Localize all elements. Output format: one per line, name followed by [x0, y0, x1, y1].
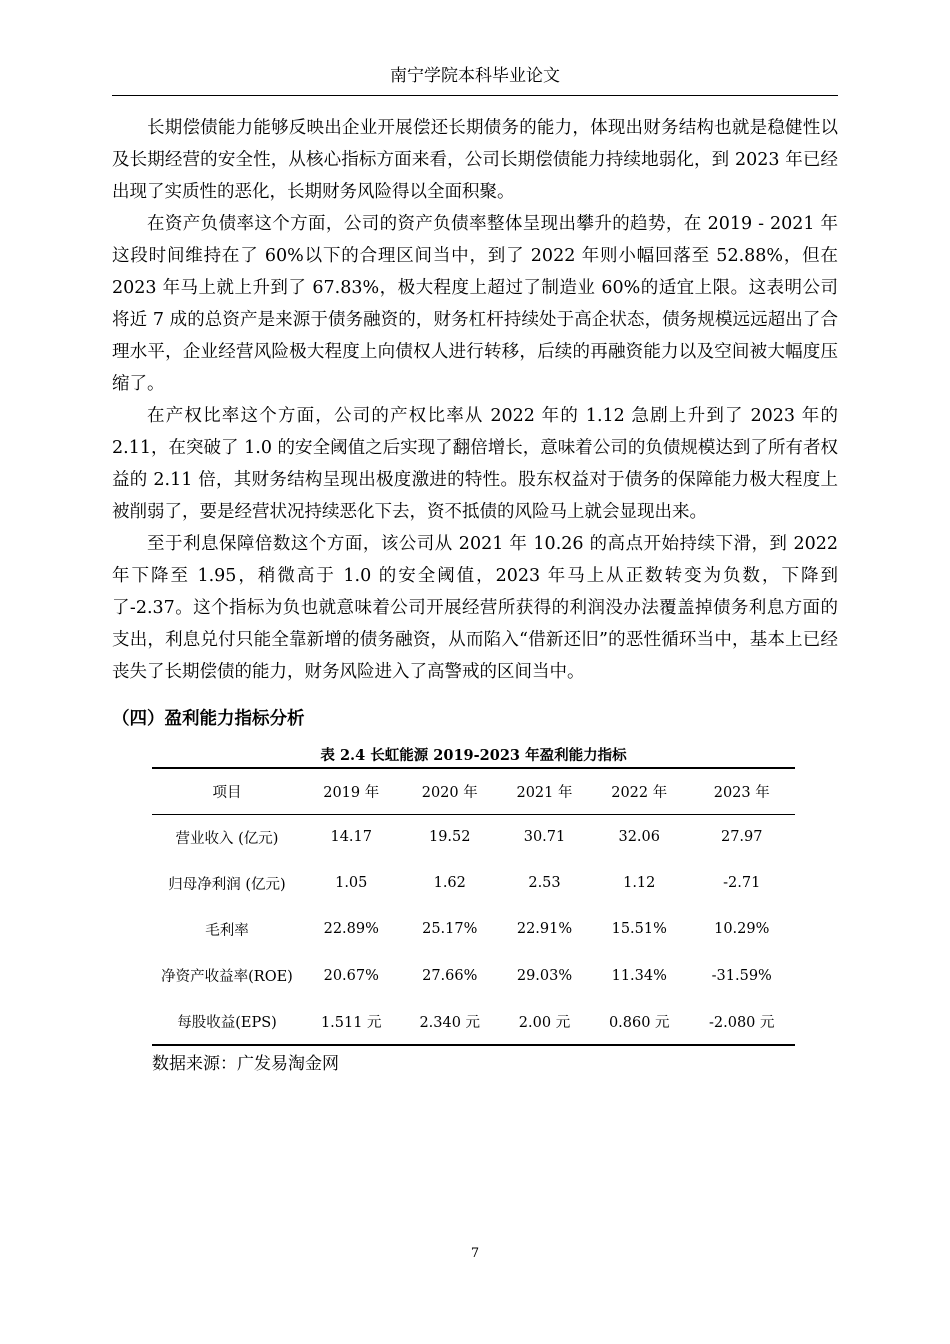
table-cell: -2.71 [723, 875, 761, 892]
section-heading: （四）盈利能力指标分析 [112, 709, 305, 729]
table-caption: 表 2.4 长虹能源 2019-2023 年盈利能力指标 [320, 747, 627, 764]
column-header: 2019 年 [302, 768, 401, 814]
paragraph: 长期偿债能力能够反映出企业开展偿还长期债务的能力，体现出财务结构也就是稳健性以及长期经营的安全性，从核心指标方面来看，公司长期偿债能力持续地弱化，到 2023 年已经出现了实质性的恶化，长期财务风险得以全面积聚。 [112, 118, 838, 202]
table-cell: 0.860 元 [590, 999, 689, 1045]
table-cell: 1.12 [623, 875, 656, 892]
table-cell: 1.62 [433, 875, 466, 892]
table-row [152, 906, 795, 952]
column-header: 2021 年 [499, 768, 590, 814]
column-header: 2023 年 [689, 768, 796, 814]
table-cell: 19.52 [428, 829, 471, 846]
table-cell: 15.51% [611, 921, 667, 938]
table-cell: 29.03% [516, 967, 573, 984]
row-label: 毛利率 [205, 922, 249, 939]
row-label: 净资产收益率(ROE) [161, 969, 293, 986]
table-cell: 20.67% [323, 967, 379, 984]
table-cell: 10.29% [714, 921, 770, 938]
data-source-note: 数据来源：广发易淘金网 [152, 1054, 339, 1074]
column-header: 项目 [152, 768, 302, 814]
table-cell: 25.17% [422, 921, 478, 938]
row-label: 每股收益(EPS) [152, 999, 302, 1045]
column-header: 2020 年 [401, 768, 500, 814]
table-row [152, 999, 795, 1045]
table-row [152, 860, 795, 906]
table-cell: 27.66% [422, 967, 478, 984]
header-divider [112, 95, 838, 96]
row-label: 营业收入 (亿元) [175, 830, 279, 847]
table-cell: 2.00 元 [499, 999, 590, 1045]
table-row [152, 953, 795, 999]
paragraph: 在资产负债率这个方面，公司的资产负债率整体呈现出攀升的趋势，在 2019 - 2021 年这段时间维持在了 60%以下的合理区间当中，到了 2022 年则小幅回落至 52.88%，但在 2023 年马上就上升到了 67.83%，极大程度上超过了制造业 60%的适宜上限。这表明公司将近 7 成的总资产是来源于债务融资的，财务杠杆持续处于高企状态，债务规模远远超出了合理水平，企业经营风险极大程度上向债权人进行转移，后续的再融资能力以及空间被大幅度压缩了。 [112, 214, 838, 394]
table-row [152, 814, 795, 860]
table-cell: 2.53 [528, 875, 561, 892]
profitability-table [152, 767, 795, 1046]
table-cell: 14.17 [330, 829, 372, 846]
table-cell: -2.080 元 [689, 999, 796, 1045]
paragraph: 在产权比率这个方面，公司的产权比率从 2022 年的 1.12 急剧上升到了 2023 年的 2.11，在突破了 1.0 的安全阈值之后实现了翻倍增长，意味着公司的负债规模达到了所有者权益的 2.11 倍，其财务结构呈现出极度激进的特性。股东权益对于债务的保障能力极大程度上被削弱了，要是经营状况持续恶化下去，资不抵债的风险马上就会显现出来。 [112, 406, 838, 522]
table-cell: 22.89% [323, 921, 379, 938]
column-header: 2022 年 [590, 768, 689, 814]
table-cell: 27.97 [720, 829, 763, 846]
running-header: 南宁学院本科毕业论文 [390, 66, 560, 86]
row-label: 归母净利润 (亿元) [168, 876, 286, 893]
table-cell: 1.05 [335, 875, 368, 892]
table-cell: 11.34% [611, 967, 667, 984]
table-cell: 30.71 [523, 829, 566, 846]
table-header-row [152, 768, 795, 814]
page-number: 7 [470, 1246, 480, 1261]
body-text [112, 112, 838, 688]
table-cell: 2.340 元 [401, 999, 500, 1045]
table-cell: -31.59% [711, 967, 772, 984]
table-cell: 32.06 [618, 829, 660, 846]
table-cell: 22.91% [516, 921, 573, 938]
paragraph: 至于利息保障倍数这个方面，该公司从 2021 年 10.26 的高点开始持续下滑，到 2022 年下降至 1.95，稍微高于 1.0 的安全阈值，2023 年马上从正数转变为负数，下降到了-2.37。这个指标为负也就意味着公司开展经营所获得的利润没办法覆盖掉债务利息方面的支出，利息兑付只能全靠新增的债务融资，从而陷入“借新还旧”的恶性循环当中，基本上已经丧失了长期偿债的能力，财务风险进入了高警戒的区间当中。 [112, 534, 838, 682]
table-cell: 1.511 元 [302, 999, 401, 1045]
